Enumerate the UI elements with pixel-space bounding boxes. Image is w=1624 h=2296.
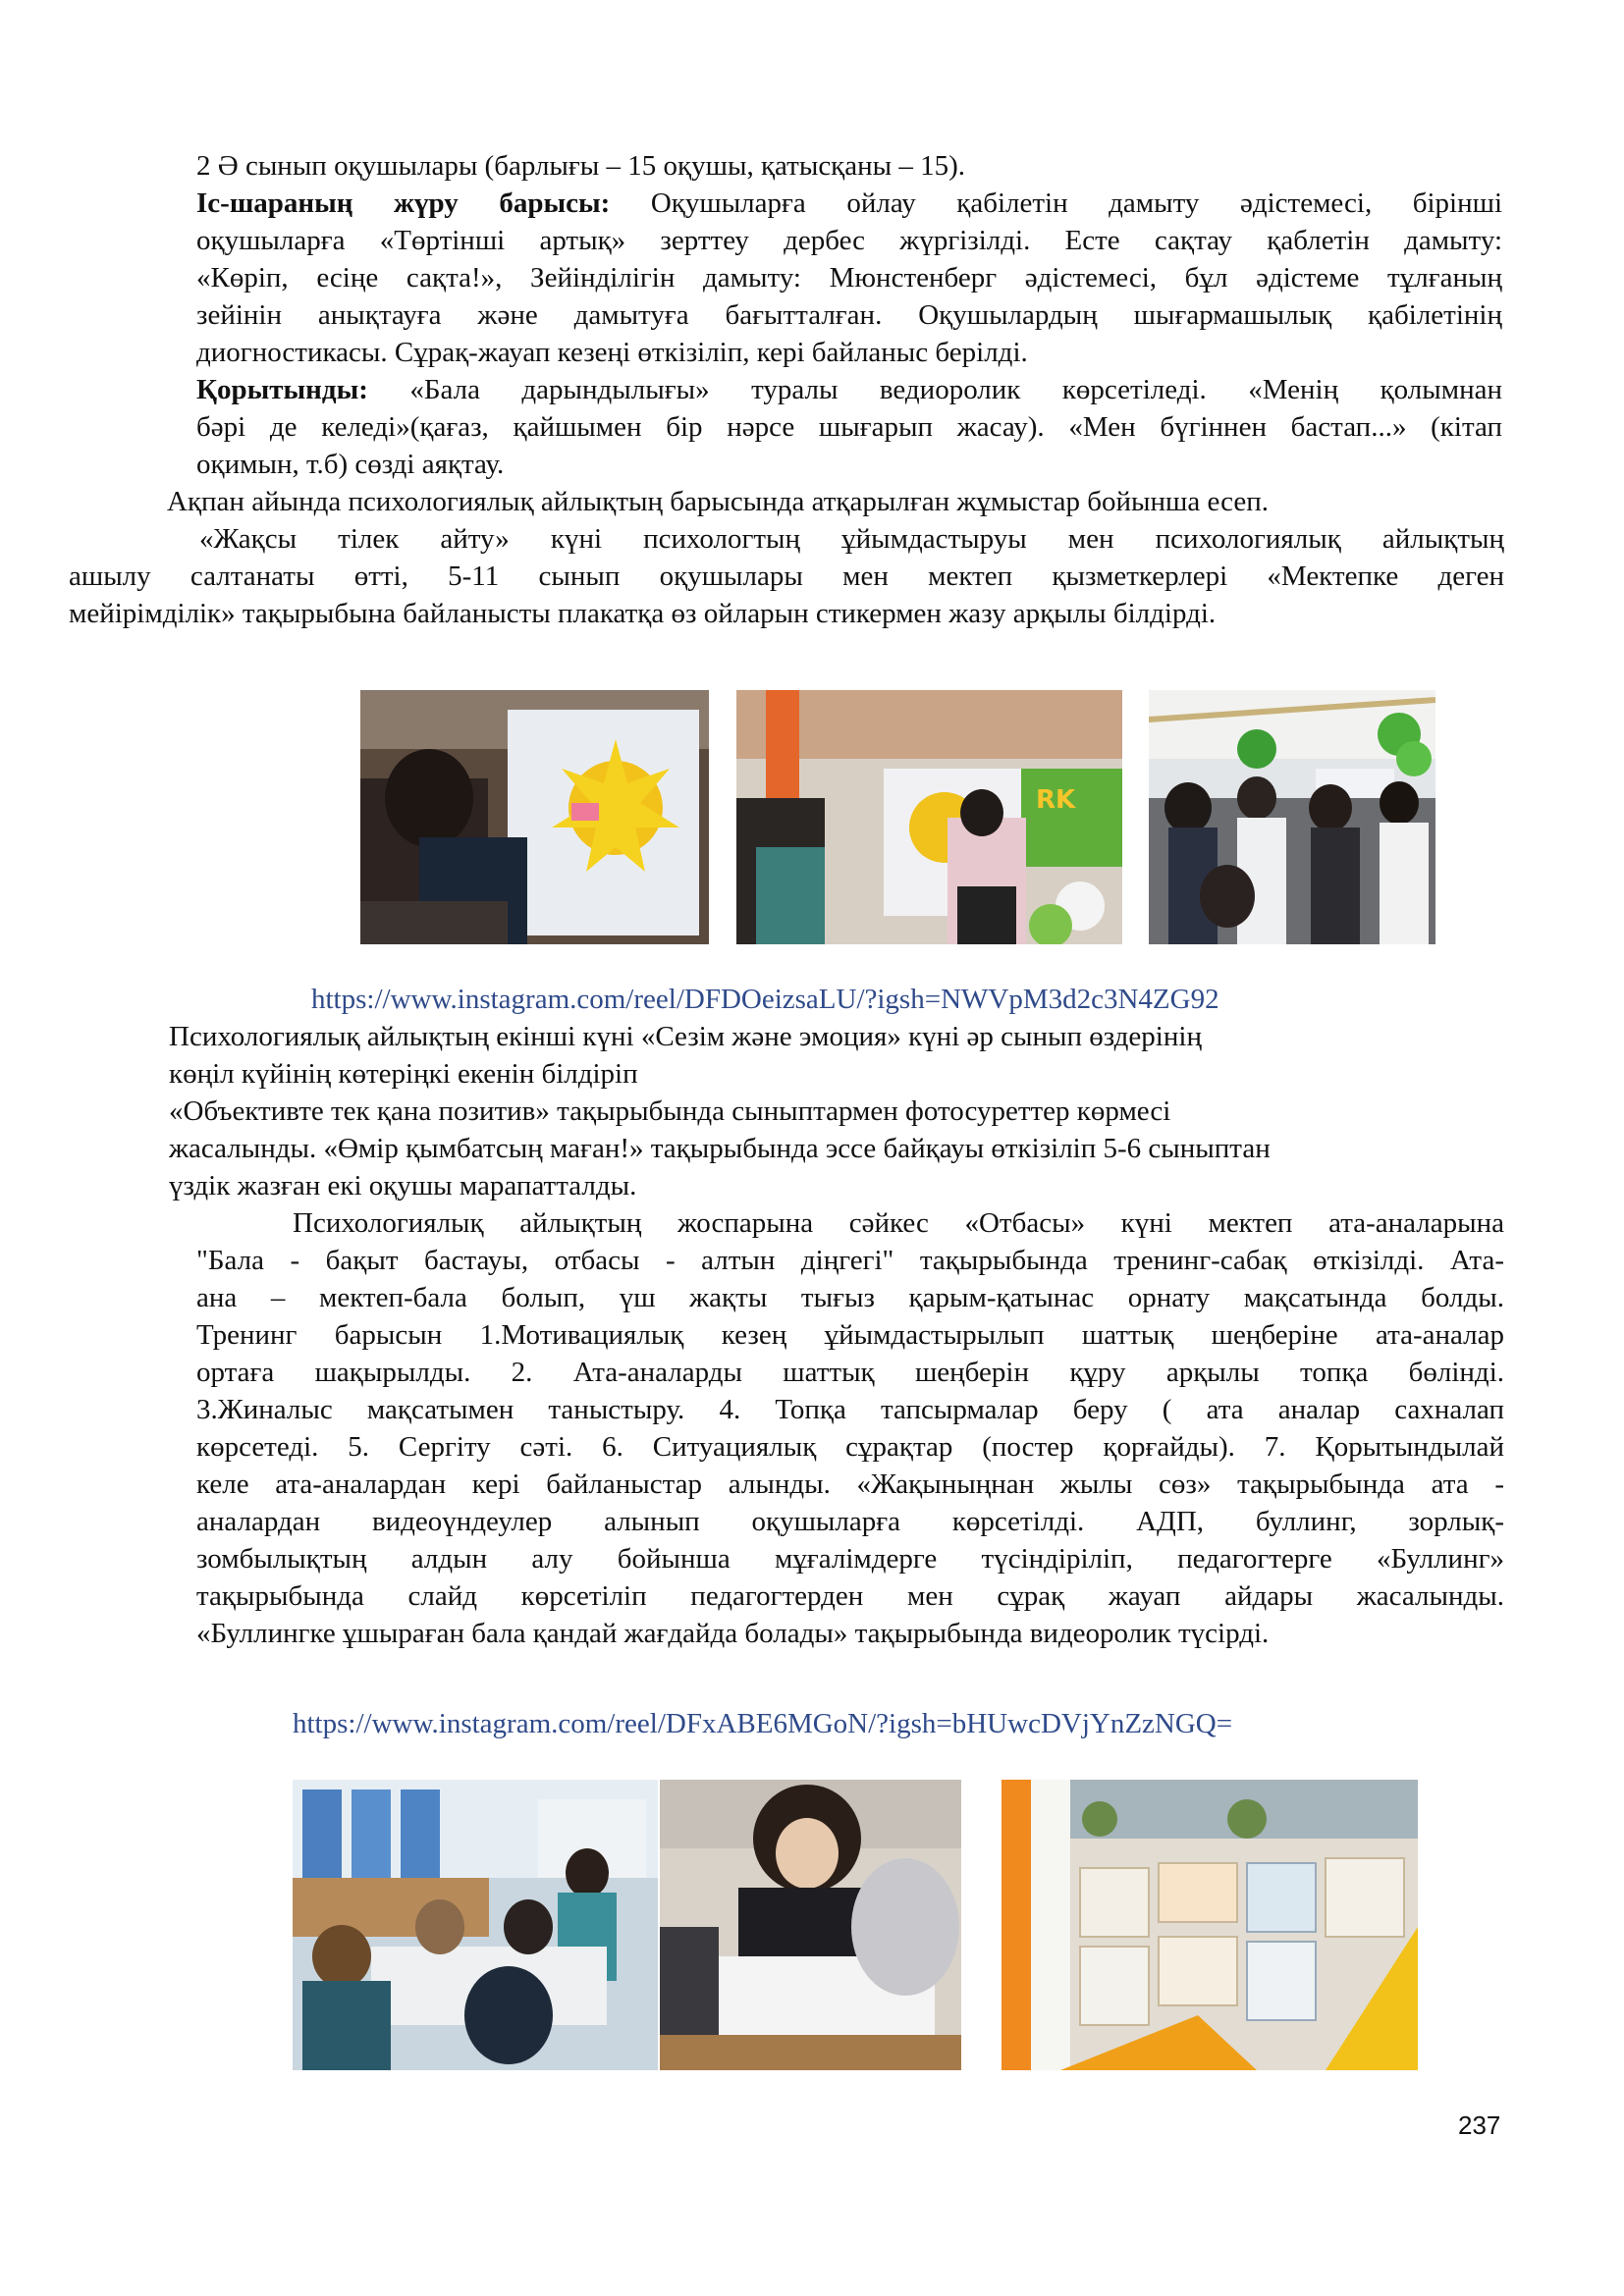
page-number: 237 <box>1458 2110 1501 2140</box>
text-line: 3.Жиналыс мақсатымен таныстыру. 4. Топқа тапсырмалар беру ( ата аналар сахналап <box>196 1394 1504 1425</box>
bold-label: Іс-шараның жүру барысы: <box>196 187 611 219</box>
text-line: зейінін анықтауға және дамытуға бағытталған. Оқушылардың шығармашылық қабілетінің <box>196 299 1502 331</box>
text-line: оқимын, т.б) сөзді аяқтау. <box>196 449 505 480</box>
paragraph-report-title <box>167 483 1502 520</box>
text-line: ортаға шақырылды. 2. Ата-аналарды шаттық шеңберін құру арқылы топқа бөлінді. <box>196 1357 1504 1388</box>
text-line: «Көріп, есіңе сақта!», Зейінділігін дамыту: Мюнстенберг әдістемесі, бұл әдістеме тұлғаның <box>196 262 1502 294</box>
text-line: тақырыбында слайд көрсетіліп педагогтерден мен сұрақ жауап айдары жасалынды. <box>196 1580 1504 1612</box>
photo-parent-writing <box>660 1780 961 2070</box>
text-line: үздік жазған екі оқушы марапатталды. <box>169 1170 637 1201</box>
paragraph-emotions-day <box>169 1018 1445 1204</box>
text-line: диогностикасы. Сұрақ-жауап кезеңі өткізіліп, кері байланыс берілді. <box>196 337 1028 368</box>
text-line: Психологиялық айлықтың екінші күні «Сезім және эмоция» күні әр сынып өздерінің <box>169 1021 1202 1052</box>
paragraph-conclusion <box>196 371 1502 483</box>
text-line: көңіл күйінің көтеріңкі екенін білдіріп <box>169 1058 638 1090</box>
text-line: аналардан видеоүндеулер алынып оқушыларға көрсетілді. АДП, буллинг, зорлық- <box>196 1506 1504 1537</box>
text-line: ана – мектеп-бала болып, үш жақты тығыз қарым-қатынас орнату мақсатында болды. <box>196 1282 1504 1313</box>
text-line: «Буллингке ұшыраған бала қандай жағдайда болады» тақырыбында видеоролик түсірді. <box>196 1618 1270 1649</box>
text-line: келе ата-аналардан кері байланыстар алынды. «Жақыныңнан жылы сөз» тақырыбында ата - <box>196 1468 1504 1500</box>
instagram-link-1[interactable]: https://www.instagram.com/reel/DFDOeizsaLU/?igsh=NWVpM3d2c3N4ZG92 <box>311 984 1219 1015</box>
svg-text:RK: RK <box>1036 785 1076 815</box>
paragraph-class-info <box>196 147 1502 185</box>
text-line: жасалынды. «Өмір қымбатсың маған!» тақырыбында эссе байқауы өткізіліп 5-6 сыныптан <box>169 1133 1271 1164</box>
paragraph-event-process <box>196 185 1502 371</box>
text-line: Оқушыларға ойлау қабілетін дамыту әдістемесі, бірінші <box>610 187 1503 219</box>
text-line: "Бала - бақыт бастауы, отбасы - алтын діңгегі" тақырыбында тренинг-сабақ өткізілді. Ата- <box>196 1245 1504 1276</box>
photo-drawings-exhibition <box>1001 1780 1418 2070</box>
photo-classroom-training <box>293 1780 658 2070</box>
text-line: мейірімділік» тақырыбына байланысты плакатқа өз ойларын стикермен жазу арқылы білдірді. <box>69 598 1217 629</box>
instagram-link-2[interactable]: https://www.instagram.com/reel/DFxABE6MGoN/?igsh=bHUwcDVjYnZzNGQ= <box>293 1708 1233 1739</box>
text-line: оқушыларға «Төртінші артық» зерттеу дербес жүргізілді. Есте сақтау қаблетін дамыту: <box>196 225 1502 256</box>
text-line: 2 Ә сынып оқушылары (барлығы – 15 оқушы, қатысқаны – 15). <box>196 150 966 182</box>
paragraph-good-wishes-day <box>69 520 1504 632</box>
photo-poster-sticker-1 <box>360 690 709 944</box>
text-line: «Объективте тек қана позитив» тақырыбында сыныптармен фотосуреттер көрмесі <box>169 1095 1171 1127</box>
text-line: зомбылықтың алдын алу бойынша мұғалімдерге түсіндіріліп, педагогтерге «Буллинг» <box>196 1543 1504 1575</box>
text-line: Психологиялық айлықтың жоспарына сәйкес «Отбасы» күні мектеп ата-аналарына <box>293 1207 1504 1239</box>
text-line: «Жақсы тілек айту» күні психологтың ұйымдастыруы мен психологиялық айлықтың <box>199 523 1504 555</box>
text-line: ашылу салтанаты өтті, 5-11 сынып оқушылары мен мектеп қызметкерлері «Мектепке деген <box>69 561 1504 592</box>
paragraph-family-day <box>196 1204 1504 1652</box>
text-line: Тренинг барысын 1.Мотивациялық кезең ұйымдастырылып шаттық шеңберіне ата-аналар <box>196 1319 1504 1351</box>
text-line: Ақпан айында психологиялық айлықтың барысында атқарылған жұмыстар бойынша есеп. <box>167 486 1269 517</box>
text-line: көрсетеді. 5. Сергіту сәті. 6. Ситуациялық сұрақтар (постер қорғайды). 7. Қорытындылай <box>196 1431 1504 1463</box>
text-line: бәрі де келеді»(қағаз, қайшымен бір нәрсе шығарып жасау). «Мен бүгіннен бастап...» (кітап <box>196 411 1502 443</box>
text-line: «Бала дарындылығы» туралы ведиоролик көрсетіледі. «Менің қолымнан <box>367 374 1502 405</box>
photo-poster-sticker-2 <box>736 690 1122 944</box>
bold-label: Қорытынды: <box>196 374 368 405</box>
photo-students-hallway <box>1149 690 1435 944</box>
